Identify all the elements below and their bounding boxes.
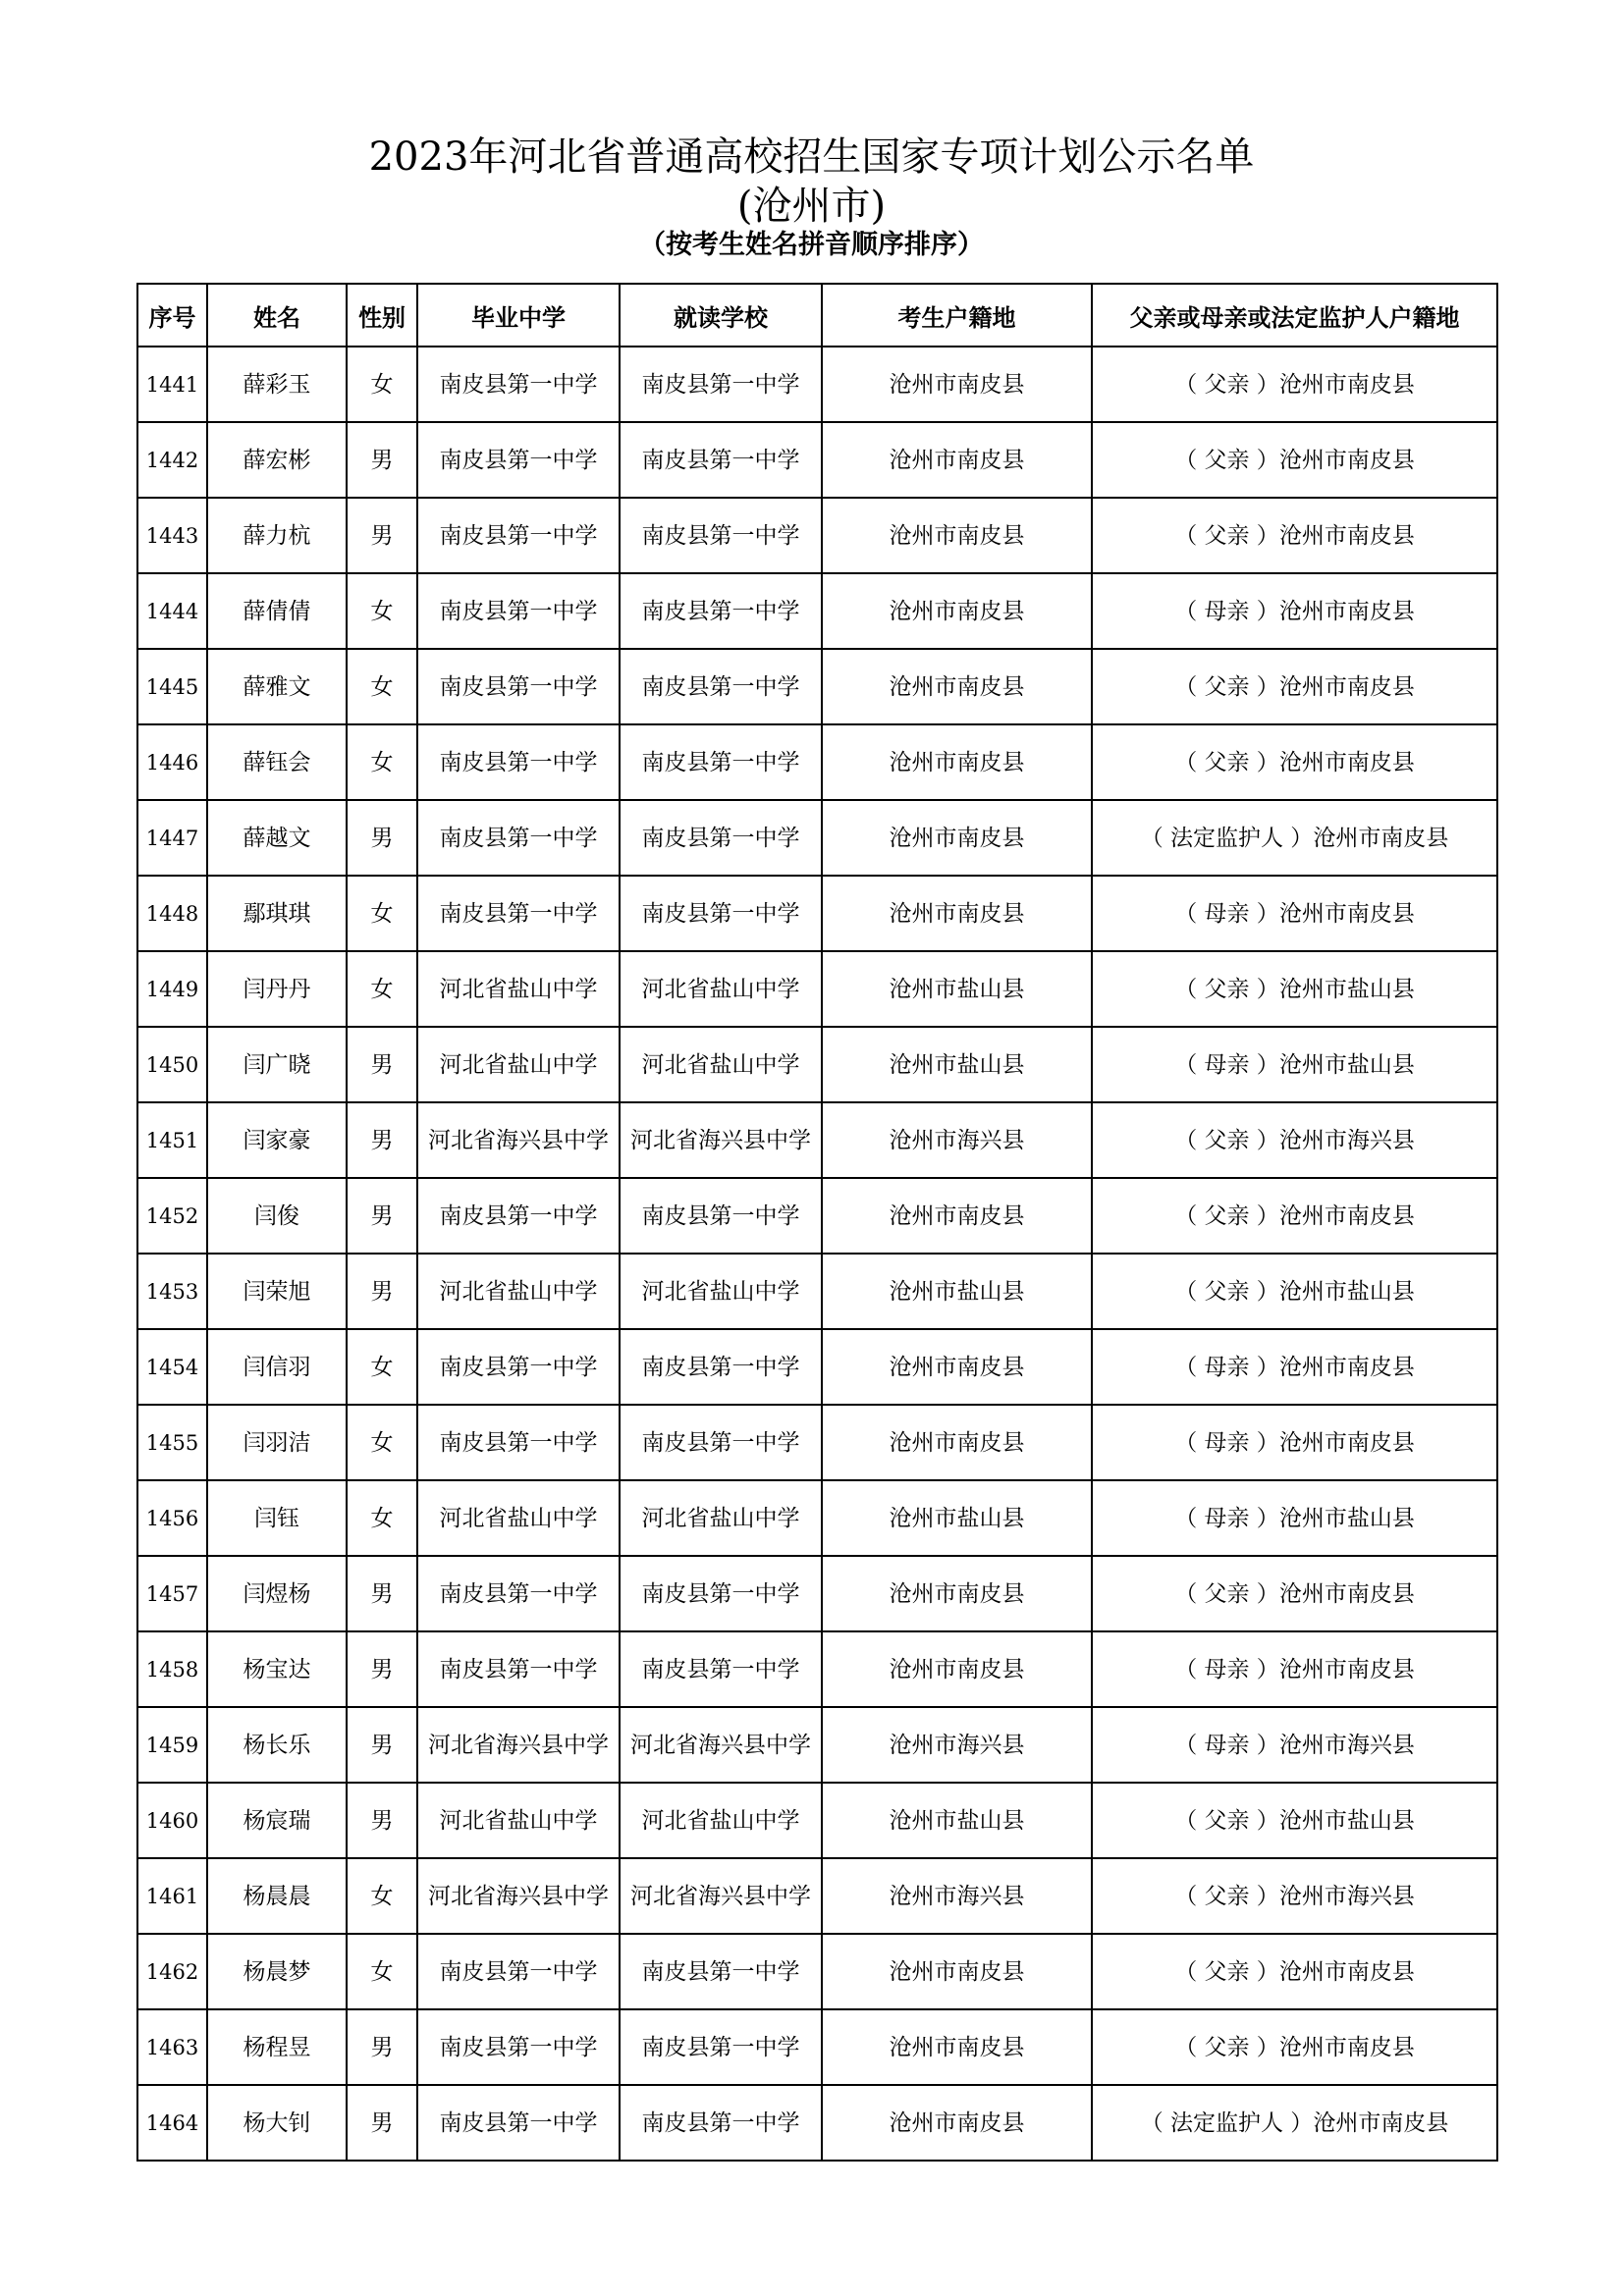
cell-current-school: 南皮县第一中学 xyxy=(620,498,822,573)
cell-grad-school: 南皮县第一中学 xyxy=(417,800,620,876)
guardian-place: 沧州市盐山县 xyxy=(1278,1505,1415,1531)
cell-grad-school: 南皮县第一中学 xyxy=(417,422,620,498)
cell-name: 薛彩玉 xyxy=(207,347,347,422)
guardian-place: 沧州市南皮县 xyxy=(1278,1656,1415,1682)
guardian-place: 沧州市南皮县 xyxy=(1278,673,1415,700)
cell-hukou: 沧州市南皮县 xyxy=(822,1329,1092,1405)
cell-hukou: 沧州市盐山县 xyxy=(822,1783,1092,1858)
cell-grad-school: 南皮县第一中学 xyxy=(417,649,620,724)
cell-name: 杨大钊 xyxy=(207,2085,347,2161)
cell-number: 1458 xyxy=(137,1631,207,1707)
cell-hukou: 沧州市海兴县 xyxy=(822,1858,1092,1934)
cell-hukou: 沧州市海兴县 xyxy=(822,1707,1092,1783)
cell-guardian-hukou xyxy=(1092,1858,1497,1934)
cell-number: 1464 xyxy=(137,2085,207,2161)
table-header-row xyxy=(137,284,1497,347)
cell-gender: 女 xyxy=(347,1480,417,1556)
cell-current-school: 南皮县第一中学 xyxy=(620,1556,822,1631)
cell-grad-school: 南皮县第一中学 xyxy=(417,2009,620,2085)
table-row xyxy=(137,649,1497,724)
guardian-place: 沧州市南皮县 xyxy=(1278,1354,1415,1380)
roster-table xyxy=(136,283,1498,2162)
cell-name: 杨晨梦 xyxy=(207,1934,347,2009)
guardian-relation: （ 父亲 ） xyxy=(1174,1958,1279,1985)
cell-number: 1447 xyxy=(137,800,207,876)
cell-number: 1448 xyxy=(137,876,207,951)
table-row xyxy=(137,1405,1497,1480)
cell-guardian-hukou xyxy=(1092,800,1497,876)
cell-current-school: 河北省海兴县中学 xyxy=(620,1858,822,1934)
cell-grad-school: 河北省盐山中学 xyxy=(417,1027,620,1102)
cell-gender: 女 xyxy=(347,347,417,422)
table-row xyxy=(137,724,1497,800)
guardian-relation: （ 父亲 ） xyxy=(1174,1127,1279,1153)
cell-grad-school: 南皮县第一中学 xyxy=(417,724,620,800)
cell-number: 1460 xyxy=(137,1783,207,1858)
cell-gender: 女 xyxy=(347,573,417,649)
cell-grad-school: 南皮县第一中学 xyxy=(417,1556,620,1631)
table-row xyxy=(137,1480,1497,1556)
cell-gender: 男 xyxy=(347,2009,417,2085)
table-row xyxy=(137,951,1497,1027)
cell-grad-school: 河北省盐山中学 xyxy=(417,1254,620,1329)
cell-current-school: 南皮县第一中学 xyxy=(620,1178,822,1254)
cell-guardian-hukou xyxy=(1092,649,1497,724)
cell-gender: 女 xyxy=(347,951,417,1027)
cell-hukou: 沧州市盐山县 xyxy=(822,951,1092,1027)
guardian-relation: （ 父亲 ） xyxy=(1174,749,1279,775)
guardian-place: 沧州市盐山县 xyxy=(1278,1278,1415,1305)
cell-current-school: 河北省盐山中学 xyxy=(620,1027,822,1102)
guardian-relation: （ 母亲 ） xyxy=(1174,1732,1279,1758)
cell-name: 闫家豪 xyxy=(207,1102,347,1178)
guardian-relation: （ 父亲 ） xyxy=(1174,2034,1279,2060)
cell-guardian-hukou xyxy=(1092,1556,1497,1631)
cell-number: 1456 xyxy=(137,1480,207,1556)
cell-name: 薛倩倩 xyxy=(207,573,347,649)
guardian-place: 沧州市盐山县 xyxy=(1278,1807,1415,1834)
cell-guardian-hukou xyxy=(1092,876,1497,951)
guardian-place: 沧州市南皮县 xyxy=(1278,1958,1415,1985)
guardian-place: 沧州市南皮县 xyxy=(1278,1429,1415,1456)
cell-number: 1444 xyxy=(137,573,207,649)
guardian-relation: （ 母亲 ） xyxy=(1174,598,1279,624)
cell-number: 1462 xyxy=(137,1934,207,2009)
cell-grad-school: 南皮县第一中学 xyxy=(417,876,620,951)
cell-name: 闫荣旭 xyxy=(207,1254,347,1329)
table-row xyxy=(137,800,1497,876)
column-header-guardian-hukou: 父亲或母亲或法定监护人户籍地 xyxy=(1092,284,1497,347)
guardian-place: 沧州市南皮县 xyxy=(1278,900,1415,927)
cell-gender: 女 xyxy=(347,876,417,951)
cell-gender: 女 xyxy=(347,724,417,800)
guardian-place: 沧州市南皮县 xyxy=(1278,1580,1415,1607)
cell-guardian-hukou xyxy=(1092,498,1497,573)
cell-current-school: 南皮县第一中学 xyxy=(620,2085,822,2161)
cell-name: 闫钰 xyxy=(207,1480,347,1556)
cell-name: 薛雅文 xyxy=(207,649,347,724)
cell-number: 1454 xyxy=(137,1329,207,1405)
cell-name: 闫俊 xyxy=(207,1178,347,1254)
cell-gender: 男 xyxy=(347,422,417,498)
cell-hukou: 沧州市海兴县 xyxy=(822,1102,1092,1178)
cell-current-school: 南皮县第一中学 xyxy=(620,347,822,422)
table-row xyxy=(137,1027,1497,1102)
cell-hukou: 沧州市南皮县 xyxy=(822,876,1092,951)
cell-grad-school: 南皮县第一中学 xyxy=(417,498,620,573)
cell-name: 杨宝达 xyxy=(207,1631,347,1707)
cell-current-school: 南皮县第一中学 xyxy=(620,876,822,951)
cell-guardian-hukou xyxy=(1092,347,1497,422)
cell-hukou: 沧州市南皮县 xyxy=(822,800,1092,876)
guardian-relation: （ 父亲 ） xyxy=(1174,447,1279,473)
cell-gender: 女 xyxy=(347,649,417,724)
sort-note: （按考生姓名拼音顺序排序） xyxy=(639,230,984,260)
cell-gender: 男 xyxy=(347,1027,417,1102)
guardian-place: 沧州市南皮县 xyxy=(1278,371,1415,398)
cell-number: 1450 xyxy=(137,1027,207,1102)
cell-guardian-hukou xyxy=(1092,1707,1497,1783)
cell-guardian-hukou xyxy=(1092,1405,1497,1480)
cell-grad-school: 南皮县第一中学 xyxy=(417,1329,620,1405)
column-header-name: 姓名 xyxy=(207,284,347,347)
cell-guardian-hukou xyxy=(1092,1178,1497,1254)
cell-current-school: 河北省盐山中学 xyxy=(620,1254,822,1329)
cell-guardian-hukou xyxy=(1092,2085,1497,2161)
column-header-grad-school: 毕业中学 xyxy=(417,284,620,347)
cell-guardian-hukou xyxy=(1092,951,1497,1027)
guardian-place: 沧州市海兴县 xyxy=(1278,1732,1415,1758)
cell-current-school: 河北省海兴县中学 xyxy=(620,1102,822,1178)
cell-current-school: 南皮县第一中学 xyxy=(620,649,822,724)
cell-name: 鄢琪琪 xyxy=(207,876,347,951)
cell-current-school: 南皮县第一中学 xyxy=(620,724,822,800)
cell-current-school: 南皮县第一中学 xyxy=(620,1934,822,2009)
cell-gender: 女 xyxy=(347,1934,417,2009)
cell-guardian-hukou xyxy=(1092,724,1497,800)
cell-guardian-hukou xyxy=(1092,1934,1497,2009)
cell-name: 杨程昱 xyxy=(207,2009,347,2085)
guardian-relation: （ 母亲 ） xyxy=(1174,1354,1279,1380)
cell-hukou: 沧州市南皮县 xyxy=(822,1178,1092,1254)
guardian-relation: （ 父亲 ） xyxy=(1174,673,1279,700)
cell-gender: 女 xyxy=(347,1858,417,1934)
cell-hukou: 沧州市南皮县 xyxy=(822,1631,1092,1707)
guardian-place: 沧州市南皮县 xyxy=(1278,447,1415,473)
cell-name: 闫羽洁 xyxy=(207,1405,347,1480)
cell-current-school: 河北省盐山中学 xyxy=(620,1783,822,1858)
cell-name: 薛钰会 xyxy=(207,724,347,800)
cell-grad-school: 河北省海兴县中学 xyxy=(417,1707,620,1783)
guardian-place: 沧州市南皮县 xyxy=(1278,749,1415,775)
cell-hukou: 沧州市南皮县 xyxy=(822,1934,1092,2009)
guardian-relation: （ 母亲 ） xyxy=(1174,1656,1279,1682)
table-row xyxy=(137,1178,1497,1254)
cell-grad-school: 河北省盐山中学 xyxy=(417,951,620,1027)
guardian-place: 沧州市南皮县 xyxy=(1278,598,1415,624)
guardian-place: 沧州市南皮县 xyxy=(1278,2034,1415,2060)
cell-grad-school: 河北省盐山中学 xyxy=(417,1783,620,1858)
cell-gender: 男 xyxy=(347,498,417,573)
document-title: 2023年河北省普通高校招生国家专项计划公示名单 xyxy=(368,134,1255,180)
cell-name: 杨长乐 xyxy=(207,1707,347,1783)
cell-current-school: 南皮县第一中学 xyxy=(620,2009,822,2085)
cell-grad-school: 南皮县第一中学 xyxy=(417,573,620,649)
guardian-relation: （ 父亲 ） xyxy=(1174,976,1279,1002)
cell-hukou: 沧州市南皮县 xyxy=(822,498,1092,573)
table-row xyxy=(137,876,1497,951)
cell-number: 1451 xyxy=(137,1102,207,1178)
cell-hukou: 沧州市南皮县 xyxy=(822,2085,1092,2161)
guardian-relation: （ 父亲 ） xyxy=(1174,1883,1279,1909)
cell-hukou: 沧州市南皮县 xyxy=(822,649,1092,724)
cell-current-school: 河北省盐山中学 xyxy=(620,1480,822,1556)
column-header-current-school: 就读学校 xyxy=(620,284,822,347)
cell-gender: 女 xyxy=(347,1405,417,1480)
table-row xyxy=(137,1102,1497,1178)
table-row xyxy=(137,1783,1497,1858)
cell-name: 闫丹丹 xyxy=(207,951,347,1027)
cell-number: 1457 xyxy=(137,1556,207,1631)
cell-gender: 女 xyxy=(347,1329,417,1405)
column-header-hukou: 考生户籍地 xyxy=(822,284,1092,347)
table-row xyxy=(137,1329,1497,1405)
cell-gender: 男 xyxy=(347,1102,417,1178)
guardian-relation: （ 父亲 ） xyxy=(1174,371,1279,398)
guardian-place: 沧州市海兴县 xyxy=(1278,1127,1415,1153)
cell-guardian-hukou xyxy=(1092,422,1497,498)
guardian-place: 沧州市南皮县 xyxy=(1278,522,1415,549)
guardian-relation: （ 父亲 ） xyxy=(1174,522,1279,549)
cell-number: 1441 xyxy=(137,347,207,422)
cell-guardian-hukou xyxy=(1092,1254,1497,1329)
table-row xyxy=(137,1858,1497,1934)
cell-guardian-hukou xyxy=(1092,1480,1497,1556)
guardian-relation: （ 法定监护人 ） xyxy=(1140,825,1314,851)
guardian-relation: （ 父亲 ） xyxy=(1174,1278,1279,1305)
cell-grad-school: 南皮县第一中学 xyxy=(417,1631,620,1707)
cell-number: 1459 xyxy=(137,1707,207,1783)
cell-current-school: 南皮县第一中学 xyxy=(620,1329,822,1405)
guardian-relation: （ 母亲 ） xyxy=(1174,1429,1279,1456)
cell-number: 1449 xyxy=(137,951,207,1027)
cell-current-school: 河北省海兴县中学 xyxy=(620,1707,822,1783)
cell-guardian-hukou xyxy=(1092,573,1497,649)
cell-guardian-hukou xyxy=(1092,1027,1497,1102)
cell-current-school: 南皮县第一中学 xyxy=(620,573,822,649)
cell-number: 1455 xyxy=(137,1405,207,1480)
cell-gender: 男 xyxy=(347,1707,417,1783)
cell-name: 杨晨晨 xyxy=(207,1858,347,1934)
cell-number: 1453 xyxy=(137,1254,207,1329)
cell-guardian-hukou xyxy=(1092,2009,1497,2085)
table-row xyxy=(137,1254,1497,1329)
cell-guardian-hukou xyxy=(1092,1102,1497,1178)
cell-current-school: 河北省盐山中学 xyxy=(620,951,822,1027)
document-subtitle: (沧州市) xyxy=(736,184,887,229)
cell-number: 1446 xyxy=(137,724,207,800)
cell-gender: 男 xyxy=(347,1783,417,1858)
guardian-relation: （ 母亲 ） xyxy=(1174,900,1279,927)
guardian-place: 沧州市盐山县 xyxy=(1278,976,1415,1002)
cell-number: 1443 xyxy=(137,498,207,573)
cell-hukou: 沧州市盐山县 xyxy=(822,1480,1092,1556)
guardian-place: 沧州市南皮县 xyxy=(1278,1202,1415,1229)
cell-current-school: 南皮县第一中学 xyxy=(620,1631,822,1707)
table-row xyxy=(137,1556,1497,1631)
cell-grad-school: 南皮县第一中学 xyxy=(417,1178,620,1254)
cell-hukou: 沧州市南皮县 xyxy=(822,2009,1092,2085)
cell-current-school: 南皮县第一中学 xyxy=(620,800,822,876)
cell-gender: 男 xyxy=(347,2085,417,2161)
cell-gender: 男 xyxy=(347,800,417,876)
cell-name: 闫煜杨 xyxy=(207,1556,347,1631)
cell-number: 1445 xyxy=(137,649,207,724)
cell-name: 薛力杭 xyxy=(207,498,347,573)
cell-name: 杨宸瑞 xyxy=(207,1783,347,1858)
guardian-relation: （ 法定监护人 ） xyxy=(1140,2109,1314,2136)
cell-grad-school: 河北省盐山中学 xyxy=(417,1480,620,1556)
table-row xyxy=(137,1631,1497,1707)
cell-hukou: 沧州市南皮县 xyxy=(822,1405,1092,1480)
guardian-place: 沧州市南皮县 xyxy=(1313,825,1449,851)
column-header-no: 序号 xyxy=(137,284,207,347)
table-row xyxy=(137,2009,1497,2085)
guardian-place: 沧州市南皮县 xyxy=(1313,2109,1449,2136)
cell-grad-school: 南皮县第一中学 xyxy=(417,1405,620,1480)
table-body xyxy=(137,347,1497,2161)
cell-gender: 男 xyxy=(347,1631,417,1707)
cell-number: 1463 xyxy=(137,2009,207,2085)
cell-guardian-hukou xyxy=(1092,1631,1497,1707)
cell-grad-school: 河北省海兴县中学 xyxy=(417,1858,620,1934)
cell-hukou: 沧州市盐山县 xyxy=(822,1254,1092,1329)
cell-number: 1442 xyxy=(137,422,207,498)
cell-name: 闫广晓 xyxy=(207,1027,347,1102)
guardian-relation: （ 父亲 ） xyxy=(1174,1202,1279,1229)
cell-hukou: 沧州市南皮县 xyxy=(822,422,1092,498)
guardian-relation: （ 母亲 ） xyxy=(1174,1505,1279,1531)
cell-hukou: 沧州市南皮县 xyxy=(822,724,1092,800)
table-row xyxy=(137,2085,1497,2161)
cell-name: 薛越文 xyxy=(207,800,347,876)
guardian-place: 沧州市海兴县 xyxy=(1278,1883,1415,1909)
cell-number: 1452 xyxy=(137,1178,207,1254)
table-row xyxy=(137,1707,1497,1783)
column-header-gender: 性别 xyxy=(347,284,417,347)
cell-hukou: 沧州市南皮县 xyxy=(822,347,1092,422)
table-row xyxy=(137,347,1497,422)
cell-name: 薛宏彬 xyxy=(207,422,347,498)
cell-current-school: 南皮县第一中学 xyxy=(620,1405,822,1480)
cell-grad-school: 南皮县第一中学 xyxy=(417,1934,620,2009)
cell-gender: 男 xyxy=(347,1178,417,1254)
cell-guardian-hukou xyxy=(1092,1329,1497,1405)
cell-gender: 男 xyxy=(347,1254,417,1329)
guardian-place: 沧州市盐山县 xyxy=(1278,1051,1415,1078)
cell-gender: 男 xyxy=(347,1556,417,1631)
cell-grad-school: 南皮县第一中学 xyxy=(417,347,620,422)
cell-guardian-hukou xyxy=(1092,1783,1497,1858)
cell-number: 1461 xyxy=(137,1858,207,1934)
table-row xyxy=(137,1934,1497,2009)
table-row xyxy=(137,573,1497,649)
cell-name: 闫信羽 xyxy=(207,1329,347,1405)
cell-hukou: 沧州市盐山县 xyxy=(822,1027,1092,1102)
guardian-relation: （ 父亲 ） xyxy=(1174,1807,1279,1834)
table-row xyxy=(137,422,1497,498)
cell-current-school: 南皮县第一中学 xyxy=(620,422,822,498)
cell-grad-school: 河北省海兴县中学 xyxy=(417,1102,620,1178)
cell-grad-school: 南皮县第一中学 xyxy=(417,2085,620,2161)
table-row xyxy=(137,498,1497,573)
guardian-relation: （ 母亲 ） xyxy=(1174,1051,1279,1078)
cell-hukou: 沧州市南皮县 xyxy=(822,573,1092,649)
cell-hukou: 沧州市南皮县 xyxy=(822,1556,1092,1631)
guardian-relation: （ 父亲 ） xyxy=(1174,1580,1279,1607)
